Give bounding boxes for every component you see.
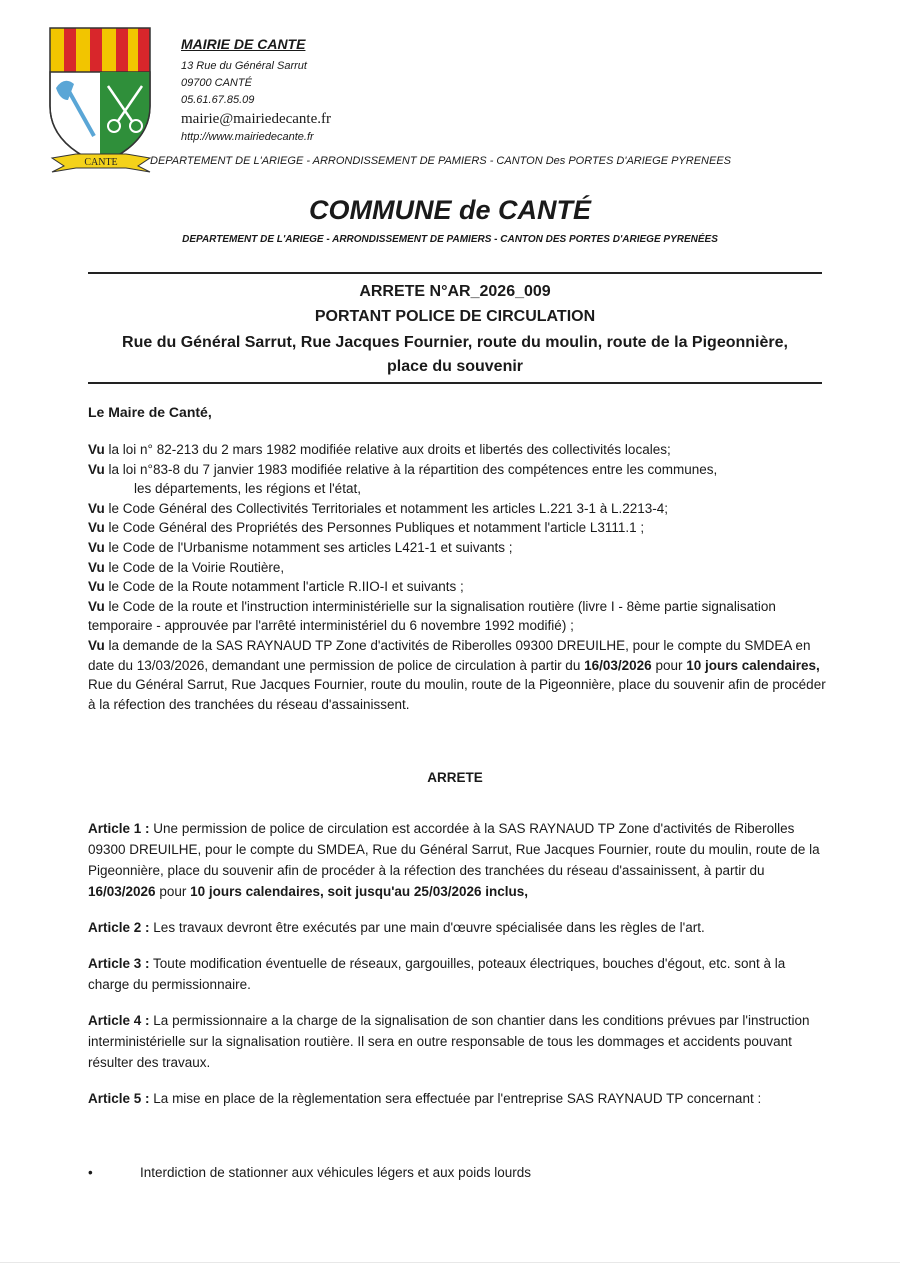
phone-number: 05.61.67.85.09 <box>181 94 255 106</box>
maire-line: Le Maire de Canté, <box>88 404 212 420</box>
website-url: http://www.mairiedecante.fr <box>181 131 314 143</box>
article-2: Article 2 : Les travaux devront être exécutés par une main d'œuvre spécialisée dans les règles de l'art. <box>88 920 705 935</box>
vu-item: Vu le Code de l'Urbanisme notamment ses articles L421-1 et suivants ; <box>88 539 513 555</box>
crest-ribbon-text: CANTE <box>84 157 118 168</box>
vu-list <box>88 440 828 714</box>
commune-title: COMMUNE de CANTÉ <box>309 195 591 225</box>
bullet-text: Interdiction de stationner aux véhicules légers et aux poids lourds <box>140 1165 531 1180</box>
articles <box>88 818 828 1124</box>
mairie-title: MAIRIE DE CANTE <box>181 36 306 52</box>
vu-item: Vu la loi n°83-8 du 7 janvier 1983 modifiée relative à la répartition des compétences entre les communes, les départements, les régions et l'état, <box>88 461 718 497</box>
vu-item: Vu le Code Général des Propriétés des Personnes Publiques et notamment l'article L3111.1 ; <box>88 520 645 536</box>
arrete-object: PORTANT POLICE DE CIRCULATION <box>314 308 596 325</box>
article-3: Article 3 : Toute modification éventuelle de réseaux, gargouilles, poteaux électriques, bouches d'égout, etc. sont à la charge du permissionnaire. <box>88 956 786 992</box>
coat-of-arms-icon <box>46 26 156 176</box>
address-line-1: 13 Rue du Général Sarrut <box>181 60 307 72</box>
vu-item: Vu le Code de la Route notamment l'article R.IIO-I et suivants ; <box>88 579 464 595</box>
mairie-contact-block <box>181 36 331 146</box>
vu-item: Vu la loi n° 82-213 du 2 mars 1982 modifiée relative aux droits et libertés des collectivités locales; <box>88 442 671 457</box>
email-address: mairie@mairiedecante.fr <box>181 111 331 127</box>
commune-crest <box>46 26 156 176</box>
arrete-streets: Rue du Général Sarrut, Rue Jacques Fournier, route du moulin, route de la Pigeonnière, place du souvenir <box>122 334 788 375</box>
vu-item: Vu le Code de la Voirie Routière, <box>88 559 285 575</box>
arrete-number: ARRETE N°AR_2026_009 <box>359 283 551 300</box>
vu-item: Vu la demande de la SAS RAYNAUD TP Zone d'activités de Riberolles 09300 DREUILHE, pour le compte du SMDEA en date du 13/03/2026, demandant une permission de police de circulation à partir du 16/03/2026 pour 10 jours calendaires, Rue du Général Sarrut, Rue Jacques Fournier, route du moulin, route de la Pigeonnière, place du souvenir afin de procéder à la réfection des tranchées du réseau d'assainissent. <box>88 637 826 712</box>
address-line-2: 09700 CANTÉ <box>181 77 252 89</box>
top-divider <box>88 272 822 274</box>
commune-subtitle: DEPARTEMENT DE L'ARIEGE - ARRONDISSEMENT DE PAMIERS - CANTON DES PORTES D'ARIEGE PYRENÉES <box>182 234 718 245</box>
bullet-icon: • <box>88 1165 93 1180</box>
scan-edge-divider <box>0 1262 900 1263</box>
department-line: DEPARTEMENT DE L'ARIEGE - ARRONDISSEMENT DE PAMIERS - CANTON Des PORTES D'ARIEGE PYRENEES <box>150 155 731 167</box>
article-1: Article 1 : Une permission de police de circulation est accordée à la SAS RAYNAUD TP Zone d'activités de Riberolles 09300 DREUILHE, pour le compte du SMDEA, Rue du Général Sarrut, Rue Jacques Fournier, route du moulin, route de la Pigeonnière, place du souvenir afin de procéder à la réfection des tranchées du réseau d'assainissent, à partir du 16/03/2026 pour 10 jours calendaires, soit jusqu'au 25/03/2026 inclus, <box>88 821 820 899</box>
article-5: Article 5 : La mise en place de la règlementation sera effectuée par l'entreprise SAS RAYNAUD TP concernant : <box>88 1091 762 1106</box>
arrete-heading: ARRETE <box>427 770 483 785</box>
bottom-divider <box>88 382 822 384</box>
article-4: Article 4 : La permissionnaire a la charge de la signalisation de son chantier dans les conditions prévues par l'instruction interministérielle sur la signalisation routière. Il sera en outre responsable de tous les dommages et accidents pouvant résulter des travaux. <box>88 1013 810 1070</box>
vu-item: Vu le Code de la route et l'instruction interministérielle sur la signalisation routière (livre I - 8ème partie signalisation temporaire - approuvée par l'arrêté interministériel du 6 novembre 1992 modifié) ; <box>88 598 776 634</box>
vu-item: Vu le Code Général des Collectivités Territoriales et notamment les articles L.221 3-1 à L.2213-4; <box>88 500 669 516</box>
bullet-item <box>88 1165 531 1180</box>
